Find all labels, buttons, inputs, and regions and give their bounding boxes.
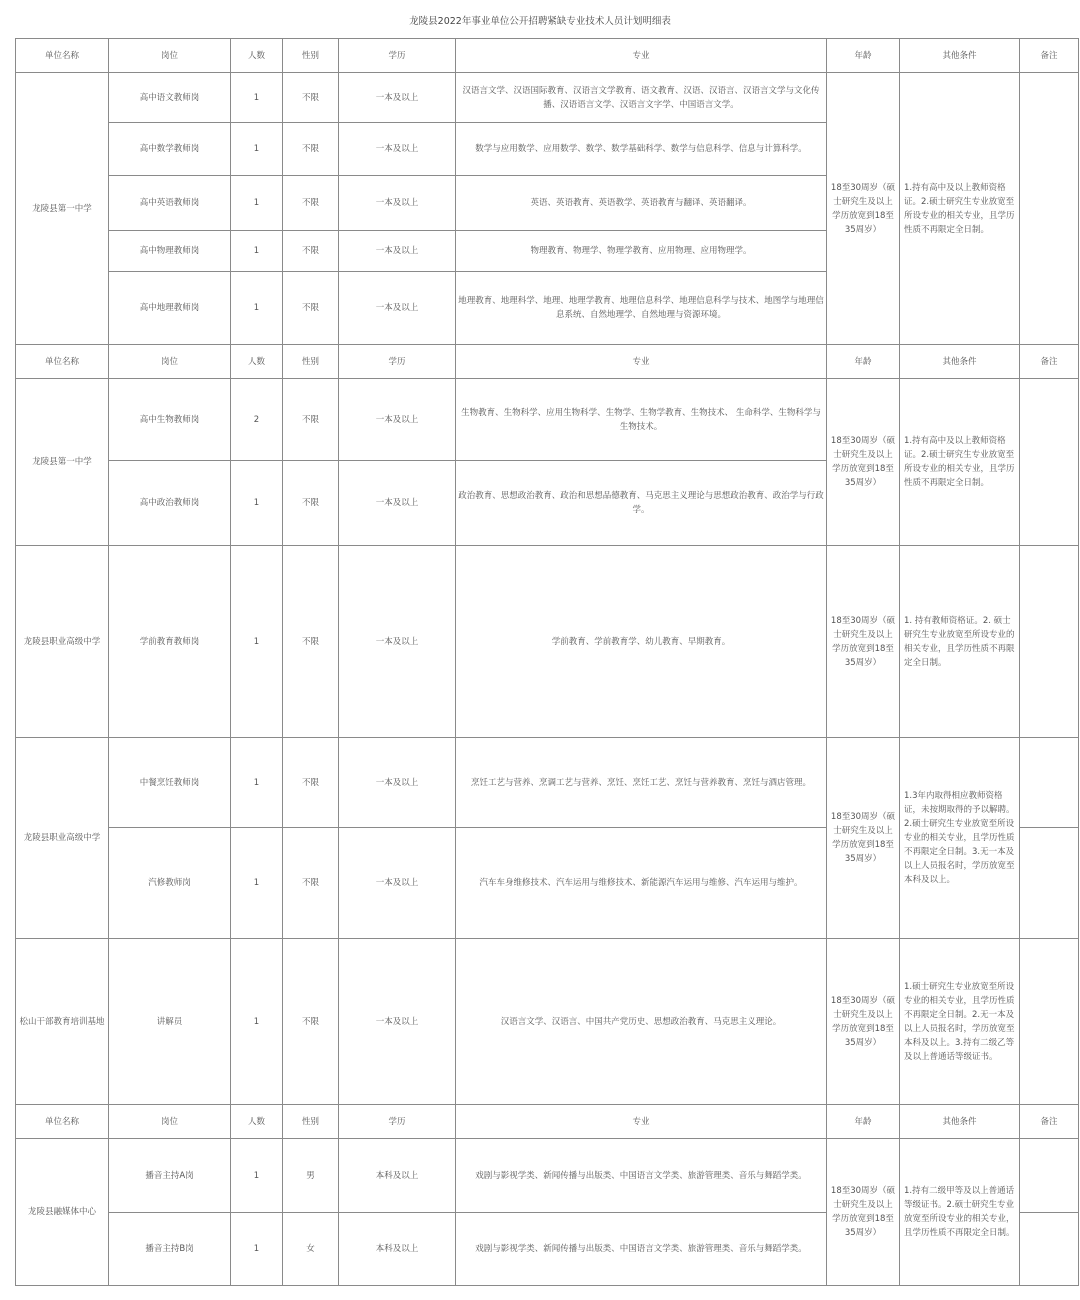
post-name: 讲解员 <box>109 939 231 1105</box>
headcount: 1 <box>231 939 283 1105</box>
major: 学前教育、学前教育学、幼儿教育、早期教育。 <box>456 546 827 738</box>
age-requirement: 18至30周岁（硕士研究生及以上学历放宽到18至35周岁） <box>827 73 900 345</box>
education: 一本及以上 <box>339 939 456 1105</box>
other-conditions: 1.3年内取得相应教师资格证，未按期取得的予以解聘。2.硕士研究生专业放宽至所设专业的相关专业，且学历性质不再限定全日制。3.无一本及以上人员报名时，学历放宽至本科及以上。 <box>900 738 1020 939</box>
education: 一本及以上 <box>339 546 456 738</box>
post-name: 学前教育教师岗 <box>109 546 231 738</box>
headcount: 1 <box>231 73 283 123</box>
table-row <box>16 379 1079 461</box>
document-title: 龙陵县2022年事业单位公开招聘紧缺专业技术人员计划明细表 <box>409 16 671 27</box>
education: 一本及以上 <box>339 379 456 461</box>
header-other-conditions: 其他条件 <box>900 39 1020 73</box>
headcount: 1 <box>231 231 283 272</box>
major: 戏剧与影视学类、新闻传播与出版类、中国语言文学类、旅游管理类、音乐与舞蹈学类。 <box>456 1213 827 1286</box>
header-count: 人数 <box>231 39 283 73</box>
headcount: 2 <box>231 379 283 461</box>
table-row <box>16 738 1079 828</box>
major: 汉语言文学、汉语国际教育、汉语言文学教育、语文教育、汉语、汉语言、汉语言文学与文化传播、汉语语言文学、汉语言文字学、中国语言文学。 <box>456 73 827 123</box>
unit-name: 龙陵县职业高级中学 <box>16 738 109 939</box>
gender: 不限 <box>283 546 339 738</box>
unit-name: 龙陵县第一中学 <box>16 73 109 345</box>
post-name: 汽修教师岗 <box>109 828 231 939</box>
headcount: 1 <box>231 123 283 176</box>
headcount: 1 <box>231 272 283 345</box>
header-major: 专业 <box>456 39 827 73</box>
header-post: 岗位 <box>109 1105 231 1139</box>
gender: 男 <box>283 1139 339 1213</box>
gender: 不限 <box>283 738 339 828</box>
remarks <box>1020 738 1079 828</box>
header-major: 专业 <box>456 345 827 379</box>
table-row <box>16 73 1079 123</box>
remarks <box>1020 1213 1079 1286</box>
education: 一本及以上 <box>339 73 456 123</box>
header-education: 学历 <box>339 39 456 73</box>
header-row <box>16 345 1079 379</box>
post-name: 播音主持B岗 <box>109 1213 231 1286</box>
headcount: 1 <box>231 461 283 546</box>
gender: 不限 <box>283 461 339 546</box>
header-major: 专业 <box>456 1105 827 1139</box>
header-gender: 性别 <box>283 345 339 379</box>
major: 物理教育、物理学、物理学教育、应用物理、应用物理学。 <box>456 231 827 272</box>
header-education: 学历 <box>339 1105 456 1139</box>
other-conditions: 1. 持有教师资格证。2. 硕士研究生专业放宽至所设专业的相关专业，且学历性质不再限定全日制。 <box>900 546 1020 738</box>
major: 数学与应用数学、应用数学、数学、数学基础科学、数学与信息科学、信息与计算科学。 <box>456 123 827 176</box>
post-name: 播音主持A岗 <box>109 1139 231 1213</box>
post-name: 高中英语教师岗 <box>109 176 231 231</box>
header-count: 人数 <box>231 1105 283 1139</box>
header-remarks: 备注 <box>1020 39 1079 73</box>
remarks <box>1020 73 1079 345</box>
education: 一本及以上 <box>339 176 456 231</box>
gender: 不限 <box>283 73 339 123</box>
header-age: 年龄 <box>827 39 900 73</box>
other-conditions: 1.硕士研究生专业放宽至所设专业的相关专业，且学历性质不再限定全日制。2.无一本及以上人员报名时，学历放宽至本科及以上。3.持有二级乙等及以上普通话等级证书。 <box>900 939 1020 1105</box>
header-remarks: 备注 <box>1020 345 1079 379</box>
education: 本科及以上 <box>339 1139 456 1213</box>
table-row <box>16 546 1079 738</box>
header-other-conditions: 其他条件 <box>900 1105 1020 1139</box>
headcount: 1 <box>231 176 283 231</box>
gender: 不限 <box>283 828 339 939</box>
header-education: 学历 <box>339 345 456 379</box>
header-age: 年龄 <box>827 345 900 379</box>
headcount: 1 <box>231 546 283 738</box>
headcount: 1 <box>231 1213 283 1286</box>
gender: 不限 <box>283 272 339 345</box>
major: 汉语言文学、汉语言、中国共产党历史、思想政治教育、马克思主义理论。 <box>456 939 827 1105</box>
age-requirement: 18至30周岁（硕士研究生及以上学历放宽到18至35周岁） <box>827 738 900 939</box>
unit-name: 龙陵县职业高级中学 <box>16 546 109 738</box>
post-name: 高中语文教师岗 <box>109 73 231 123</box>
post-name: 高中数学教师岗 <box>109 123 231 176</box>
header-row <box>16 39 1079 73</box>
unit-name: 松山干部教育培训基地 <box>16 939 109 1105</box>
gender: 不限 <box>283 123 339 176</box>
recruitment-table <box>15 38 1079 1286</box>
post-name: 高中生物教师岗 <box>109 379 231 461</box>
remarks <box>1020 828 1079 939</box>
major: 政治教育、思想政治教育、政治和思想品德教育、马克思主义理论与思想政治教育、政治学与行政学。 <box>456 461 827 546</box>
gender: 女 <box>283 1213 339 1286</box>
remarks <box>1020 379 1079 546</box>
post-name: 高中地理教师岗 <box>109 272 231 345</box>
header-remarks: 备注 <box>1020 1105 1079 1139</box>
remarks <box>1020 546 1079 738</box>
education: 本科及以上 <box>339 1213 456 1286</box>
gender: 不限 <box>283 379 339 461</box>
table-row <box>16 939 1079 1105</box>
education: 一本及以上 <box>339 738 456 828</box>
other-conditions: 1.持有高中及以上教师资格证。2.硕士研究生专业放宽至所设专业的相关专业，且学历性质不再限定全日制。 <box>900 73 1020 345</box>
gender: 不限 <box>283 176 339 231</box>
table-row <box>16 1139 1079 1213</box>
major: 生物教育、生物科学、应用生物科学、生物学、生物学教育、生物技术、 生命科学、生物科学与生物技术。 <box>456 379 827 461</box>
header-count: 人数 <box>231 345 283 379</box>
header-other-conditions: 其他条件 <box>900 345 1020 379</box>
age-requirement: 18至30周岁（硕士研究生及以上学历放宽到18至35周岁） <box>827 939 900 1105</box>
header-unit: 单位名称 <box>16 345 109 379</box>
major: 英语、英语教育、英语教学、英语教育与翻译、英语翻译。 <box>456 176 827 231</box>
headcount: 1 <box>231 828 283 939</box>
major: 戏剧与影视学类、新闻传播与出版类、中国语言文学类、旅游管理类、音乐与舞蹈学类。 <box>456 1139 827 1213</box>
post-name: 中餐烹饪教师岗 <box>109 738 231 828</box>
education: 一本及以上 <box>339 461 456 546</box>
remarks <box>1020 939 1079 1105</box>
other-conditions: 1.持有二级甲等及以上普通话等级证书。2.硕士研究生专业放宽至所设专业的相关专业，且学历性质不再限定全日制。 <box>900 1139 1020 1286</box>
education: 一本及以上 <box>339 123 456 176</box>
major: 汽车车身维修技术、汽车运用与维修技术、新能源汽车运用与维修、汽车运用与维护。 <box>456 828 827 939</box>
post-name: 高中政治教师岗 <box>109 461 231 546</box>
gender: 不限 <box>283 231 339 272</box>
header-post: 岗位 <box>109 39 231 73</box>
education: 一本及以上 <box>339 231 456 272</box>
age-requirement: 18至30周岁（硕士研究生及以上学历放宽到18至35周岁） <box>827 379 900 546</box>
education: 一本及以上 <box>339 828 456 939</box>
header-unit: 单位名称 <box>16 39 109 73</box>
header-unit: 单位名称 <box>16 1105 109 1139</box>
major: 地理教育、地理科学、地理、地理学教育、地理信息科学、地理信息科学与技术、地图学与地理信息系统、自然地理学、自然地理与资源环境。 <box>456 272 827 345</box>
header-gender: 性别 <box>283 1105 339 1139</box>
header-row <box>16 1105 1079 1139</box>
age-requirement: 18至30周岁（硕士研究生及以上学历放宽到18至35周岁） <box>827 546 900 738</box>
unit-name: 龙陵县融媒体中心 <box>16 1139 109 1286</box>
unit-name: 龙陵县第一中学 <box>16 379 109 546</box>
headcount: 1 <box>231 738 283 828</box>
age-requirement: 18至30周岁（硕士研究生及以上学历放宽到18至35周岁） <box>827 1139 900 1286</box>
major: 烹饪工艺与营养、烹调工艺与营养、烹饪、烹饪工艺、烹饪与营养教育、烹饪与酒店管理。 <box>456 738 827 828</box>
header-gender: 性别 <box>283 39 339 73</box>
other-conditions: 1.持有高中及以上教师资格证。2.硕士研究生专业放宽至所设专业的相关专业，且学历性质不再限定全日制。 <box>900 379 1020 546</box>
education: 一本及以上 <box>339 272 456 345</box>
header-post: 岗位 <box>109 345 231 379</box>
post-name: 高中物理教师岗 <box>109 231 231 272</box>
headcount: 1 <box>231 1139 283 1213</box>
header-age: 年龄 <box>827 1105 900 1139</box>
remarks <box>1020 1139 1079 1213</box>
gender: 不限 <box>283 939 339 1105</box>
